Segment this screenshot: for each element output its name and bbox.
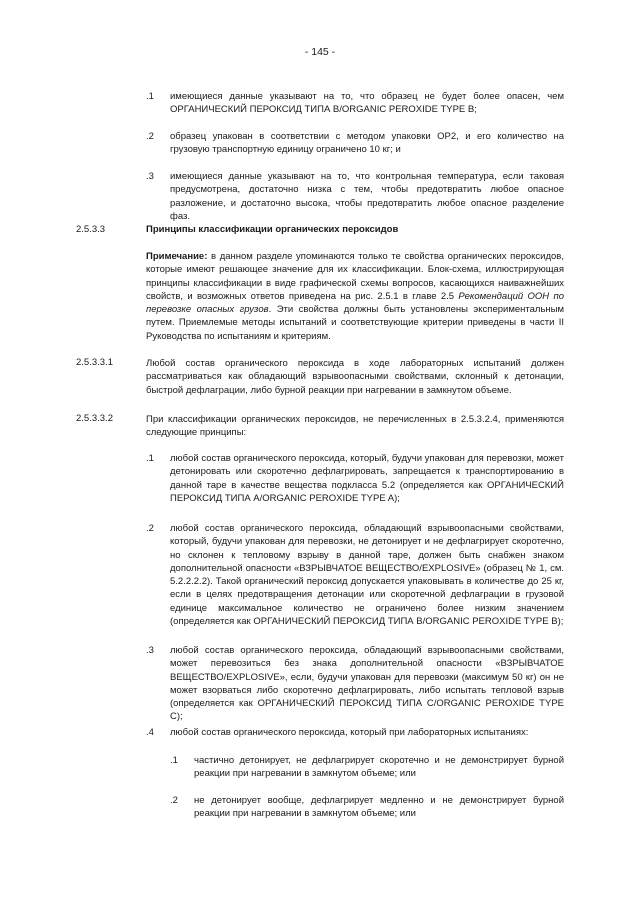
list-marker: .1 <box>146 91 154 102</box>
sub-list-item: не детонирует вообще, дефлагрирует медленно и не демонстрирует бурной реакции при нагревании в замкнутом объеме; или <box>194 795 564 820</box>
note-reference: Рекомендаций ООН по перевозке опасных грузов <box>146 290 564 316</box>
sub-list-item: частично детонирует, не дефлагрирует скоротечно и не демонстрирует бурной реакции при нагревании в замкнутом объеме; или <box>194 755 564 780</box>
page-number: - 145 - <box>304 46 336 58</box>
note-label: Примечание: <box>146 251 208 262</box>
list-marker: .2 <box>146 131 154 142</box>
sub-list-marker: .2 <box>170 795 178 806</box>
paragraph-text: Любой состав органического пероксида в ходе лабораторных испытаний должен рассматриваться как обладающий взрывоопасными свойствами, склонный к детонации, быстрой дефлаграции, либо бурной реакции при нагревании в замкнутом объеме. <box>146 358 564 396</box>
paragraph-number: 2.5.3.3.1 <box>76 357 113 368</box>
list-marker: .3 <box>146 645 154 656</box>
list-item: имеющиеся данные указывают на то, что контрольная температура, если таковая предусмотрена, достаточно низка с тем, чтобы предотвратить любое опасное разложение, и достаточно высока, чтобы предотвратить любое опасное разделение фаз. <box>170 171 564 222</box>
list-item: имеющиеся данные указывают на то, что образец не будет более опасен, чем ОРГАНИЧЕСКИЙ ПЕРОКСИД ТИПА B/ORGANIC PEROXIDE TYPE B; <box>170 91 564 116</box>
note-paragraph <box>146 250 564 343</box>
note-text-end: . Эти свойства должны быть установлены экспериментальным путем. Приемлемые методы испытаний и соответствующие критерии приведены в части II Руководства по испытаниям и критериям. <box>146 304 565 342</box>
list-marker: .3 <box>146 171 154 182</box>
note-text: в данном разделе упоминаются только те свойства органических пероксидов, которые имеют решающее значение для их классификации. Блок-схема, иллюстрирующая принципы классификации в виде графической схемы вопросов, касающихся наиважнейших свойств, и возможных ответов приведена на рис. 2.5.1 в главе 2.5 <box>146 251 564 302</box>
sub-list-marker: .1 <box>170 755 178 766</box>
list-marker: .1 <box>146 453 154 464</box>
paragraph-number: 2.5.3.3.2 <box>76 413 113 424</box>
list-item: любой состав органического пероксида, обладающий взрывоопасными свойствами, который, будучи упакован для перевозки, не детонирует и не дефлагрирует скоротечно, но склонен к тепловому взрыву в данной таре, должен быть снабжен знаком дополнительной опасности «ВЗРЫВЧАТОЕ ВЕЩЕСТВО/EXPLOSIVE» (образец № 1, см. 5.2.2.2.2). Такой органический пероксид допускается упаковывать в количестве до 25 кг, если в целях предотвращения детонации или скоротечной дефлаграции в грузовой единице максимальное количество не ограничено более низким значением (определяется как ОРГАНИЧЕСКИЙ ПЕРОКСИД ТИПА B/ORGANIC PEROXIDE TYPE B); <box>170 523 564 628</box>
list-marker: .4 <box>146 727 154 738</box>
list-item: любой состав органического пероксида, обладающий взрывоопасными свойствами, может перевозиться без знака дополнительной опасности «ВЗРЫВЧАТОЕ ВЕЩЕСТВО/EXPLOSIVE», если, будучи упакован для перевозки (максимум 50 кг) он не может взорваться либо скоротечно дефлагрировать, либо испытать тепловой взрыв (определяется как ОРГАНИЧЕСКИЙ ПЕРОКСИД ТИПА C/ORGANIC PEROXIDE TYPE C); <box>170 645 564 723</box>
section-number: 2.5.3.3 <box>76 224 106 235</box>
list-marker: .2 <box>146 523 154 534</box>
section-title: Принципы классификации органических пероксидов <box>146 224 399 235</box>
list-item: любой состав органического пероксида, который при лабораторных испытаниях: <box>170 727 529 738</box>
list-item: любой состав органического пероксида, который, будучи упакован для перевозки, может детонировать или скоротечно дефлагрировать, запрещается к транспортированию в данной таре в качестве вещества подкласса 5.2 (определяется как ОРГАНИЧЕСКИЙ ПЕРОКСИД ТИПА A/ORGANIC PEROXIDE TYPE A); <box>170 453 564 504</box>
paragraph-text: При классификации органических пероксидов, не перечисленных в 2.5.3.2.4, применяются следующие принципы: <box>146 414 564 439</box>
list-item: образец упакован в соответствии с методом упаковки OP2, и его количество на грузовую транспортную единицу ограничено 10 кг; и <box>170 131 564 156</box>
